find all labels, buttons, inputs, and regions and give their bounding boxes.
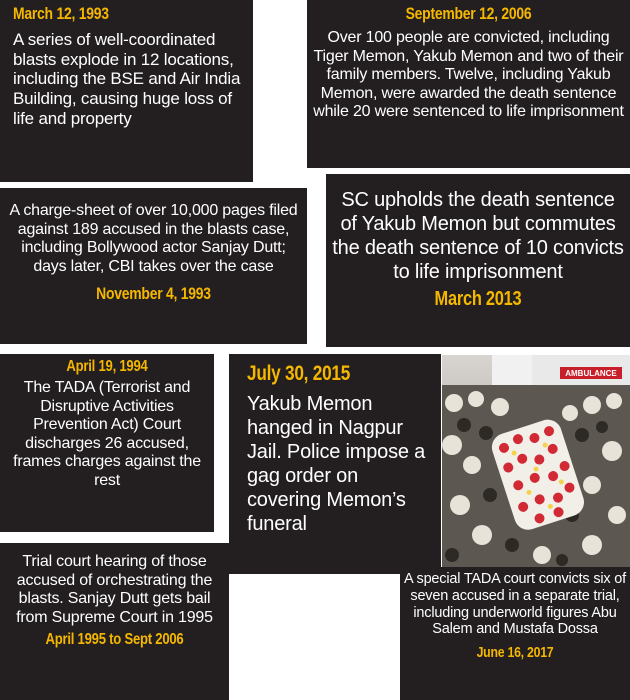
event-card-april-1994	[0, 354, 214, 532]
event-description: A charge-sheet of over 10,000 pages filed against 189 accused in the blasts case, including Bollywood actor Sanjay Dutt; days later, CBI takes over the case	[9, 202, 298, 275]
event-description: Trial court hearing of those accused of orchestrating the blasts. Sanjay Dutt gets bail from Supreme Court in 1995	[16, 553, 213, 626]
event-card-june-2017	[400, 567, 630, 700]
event-description: The TADA (Terrorist and Disruptive Activities Prevention Act) Court discharges 26 accused, frames charges against the rest	[13, 379, 201, 489]
event-date: March 12, 1993	[13, 4, 109, 23]
event-card-march-1993	[0, 0, 253, 182]
event-date: November 4, 1993	[96, 284, 211, 304]
ambulance-sign: AMBULANCE	[565, 369, 617, 378]
event-description: A series of well-coordinated blasts explode in 12 locations, including the BSE and Air India Building, causing huge loss of life and property	[13, 30, 241, 128]
event-date: July 30, 2015	[247, 362, 351, 385]
event-card-november-1993	[0, 188, 307, 344]
event-card-1995-2006	[0, 543, 229, 700]
funeral-crowd-photo	[442, 355, 630, 567]
event-description: Yakub Memon hanged in Nagpur Jail. Police impose a gag order on covering Memon’s funeral	[247, 393, 426, 535]
event-date: April 19, 1994	[66, 358, 148, 375]
event-description: Over 100 people are convicted, including Tiger Memon, Yakub Memon and two of their family members. Twelve, including Yakub Memon, were awarded the death sentence while 20 were sentenced to life imprisonment	[313, 29, 624, 121]
event-card-september-2006	[307, 0, 630, 168]
event-card-march-2013	[326, 174, 630, 347]
event-date: September 12, 2006	[405, 4, 532, 23]
event-description: SC upholds the death sentence of Yakub Memon but commutes the death sentence of 10 convicts to life imprisonment	[332, 189, 624, 283]
crowd-illustration	[442, 355, 630, 567]
event-date: June 16, 2017	[476, 644, 554, 662]
event-date: March 2013	[434, 288, 522, 310]
event-description: A special TADA court convicts six of seven accused in a separate trial, including underworld figures Abu Salem and Mustafa Dossa	[404, 571, 626, 638]
event-date: April 1995 to Sept 2006	[45, 631, 184, 649]
event-card-july-2015	[229, 354, 441, 574]
